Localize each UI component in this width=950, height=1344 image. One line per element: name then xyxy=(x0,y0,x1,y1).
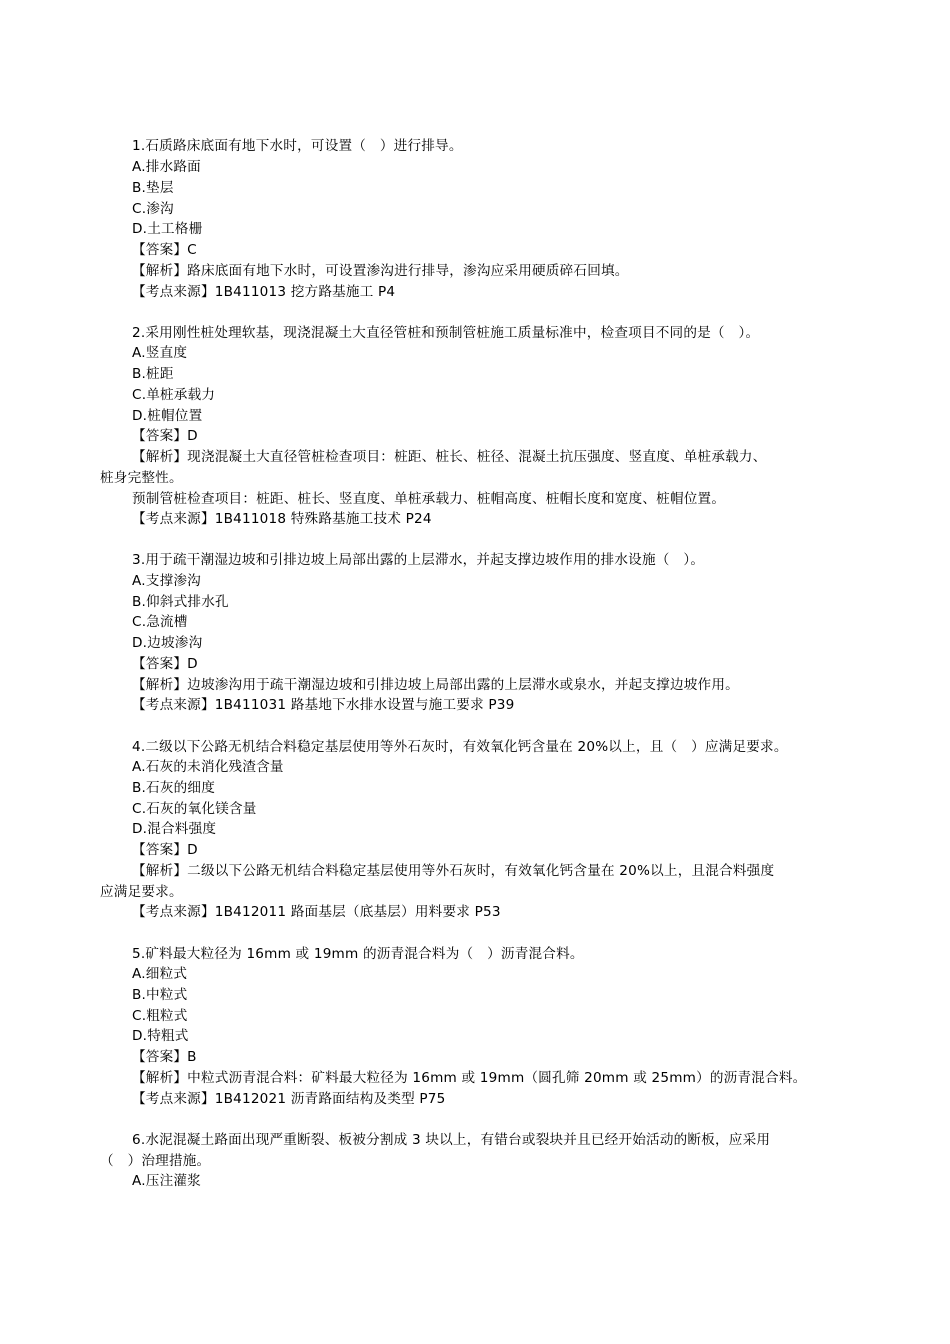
question-2-option-b: B.桩距 xyxy=(132,366,174,382)
question-6-stem-line-2: （ ）治理措施。 xyxy=(100,1153,211,1169)
question-3-option-b: B.仰斜式排水孔 xyxy=(132,594,229,610)
question-3-option-d: D.边坡渗沟 xyxy=(132,635,203,651)
question-1-analysis: 【解析】路床底面有地下水时，可设置渗沟进行排导，渗沟应采用硬质碎石回填。 xyxy=(132,263,629,279)
question-3-analysis: 【解析】边坡渗沟用于疏干潮湿边坡和引排边坡上局部出露的上层滞水或泉水，并起支撑边坡作用。 xyxy=(132,677,739,693)
question-1-option-d: D.土工格栅 xyxy=(132,221,203,237)
question-2-stem: 2.采用刚性桩处理软基，现浇混凝土大直径管桩和预制管桩施工质量标准中，检查项目不同的是（ ）。 xyxy=(132,325,760,341)
question-4-option-d: D.混合料强度 xyxy=(132,821,217,837)
question-4-option-a: A.石灰的未消化残渣含量 xyxy=(132,759,284,775)
question-4-source: 【考点来源】1B412011 路面基层（底基层）用料要求 P53 xyxy=(132,904,501,920)
question-4-analysis-line-2: 应满足要求。 xyxy=(100,884,183,900)
question-5-option-a: A.细粒式 xyxy=(132,966,188,982)
question-1-source: 【考点来源】1B411013 挖方路基施工 P4 xyxy=(132,284,396,300)
question-4-answer: 【答案】D xyxy=(132,842,198,858)
question-2-source: 【考点来源】1B411018 特殊路基施工技术 P24 xyxy=(132,511,432,527)
question-2-answer: 【答案】D xyxy=(132,428,198,444)
question-3-source: 【考点来源】1B411031 路基地下水排水设置与施工要求 P39 xyxy=(132,697,515,713)
question-1-stem: 1.石质路床底面有地下水时，可设置（ ）进行排导。 xyxy=(132,138,463,154)
question-5-source: 【考点来源】1B412021 沥青路面结构及类型 P75 xyxy=(132,1091,446,1107)
question-4-analysis-line-1: 【解析】二级以下公路无机结合料稳定基层使用等外石灰时，有效氧化钙含量在 20%以上，且混合料强度 xyxy=(132,863,775,879)
question-4-option-c: C.石灰的氧化镁含量 xyxy=(132,801,257,817)
question-2-option-a: A.竖直度 xyxy=(132,345,188,361)
question-6-option-a: A.压注灌浆 xyxy=(132,1173,201,1189)
question-5-analysis: 【解析】中粒式沥青混合料：矿料最大粒径为 16mm 或 19mm（圆孔筛 20mm 或 25mm）的沥青混合料。 xyxy=(132,1070,807,1086)
question-5-option-c: C.粗粒式 xyxy=(132,1008,188,1024)
question-5-option-b: B.中粒式 xyxy=(132,987,188,1003)
question-2-analysis-line-2: 桩身完整性。 xyxy=(100,470,183,486)
question-1-option-a: A.排水路面 xyxy=(132,159,201,175)
question-5-option-d: D.特粗式 xyxy=(132,1028,189,1044)
question-5-stem: 5.矿料最大粒径为 16mm 或 19mm 的沥青混合料为（ ）沥青混合料。 xyxy=(132,946,584,962)
question-4-option-b: B.石灰的细度 xyxy=(132,780,216,796)
question-1-answer: 【答案】C xyxy=(132,242,197,258)
question-2-analysis-line-3: 预制管桩检查项目：桩距、桩长、竖直度、单桩承载力、桩帽高度、桩帽长度和宽度、桩帽位置。 xyxy=(132,491,726,507)
question-2-option-d: D.桩帽位置 xyxy=(132,408,203,424)
question-2-option-c: C.单桩承载力 xyxy=(132,387,216,403)
question-3-option-c: C.急流槽 xyxy=(132,614,188,630)
question-3-stem: 3.用于疏干潮湿边坡和引排边坡上局部出露的上层滞水，并起支撑边坡作用的排水设施（ ）。 xyxy=(132,552,705,568)
question-3-option-a: A.支撑渗沟 xyxy=(132,573,201,589)
question-4-stem: 4.二级以下公路无机结合料稳定基层使用等外石灰时，有效氧化钙含量在 20%以上，且（ ）应满足要求。 xyxy=(132,739,788,755)
question-3-answer: 【答案】D xyxy=(132,656,198,672)
question-1-option-b: B.垫层 xyxy=(132,180,174,196)
question-5-answer: 【答案】B xyxy=(132,1049,197,1065)
question-2-analysis-line-1: 【解析】现浇混凝土大直径管桩检查项目：桩距、桩长、桩径、混凝土抗压强度、竖直度、单桩承载力、 xyxy=(132,449,767,465)
question-1-option-c: C.渗沟 xyxy=(132,201,174,217)
question-6-stem-line-1: 6.水泥混凝土路面出现严重断裂、板被分割成 3 块以上，有错台或裂块并且已经开始活动的断板，应采用 xyxy=(132,1132,771,1148)
